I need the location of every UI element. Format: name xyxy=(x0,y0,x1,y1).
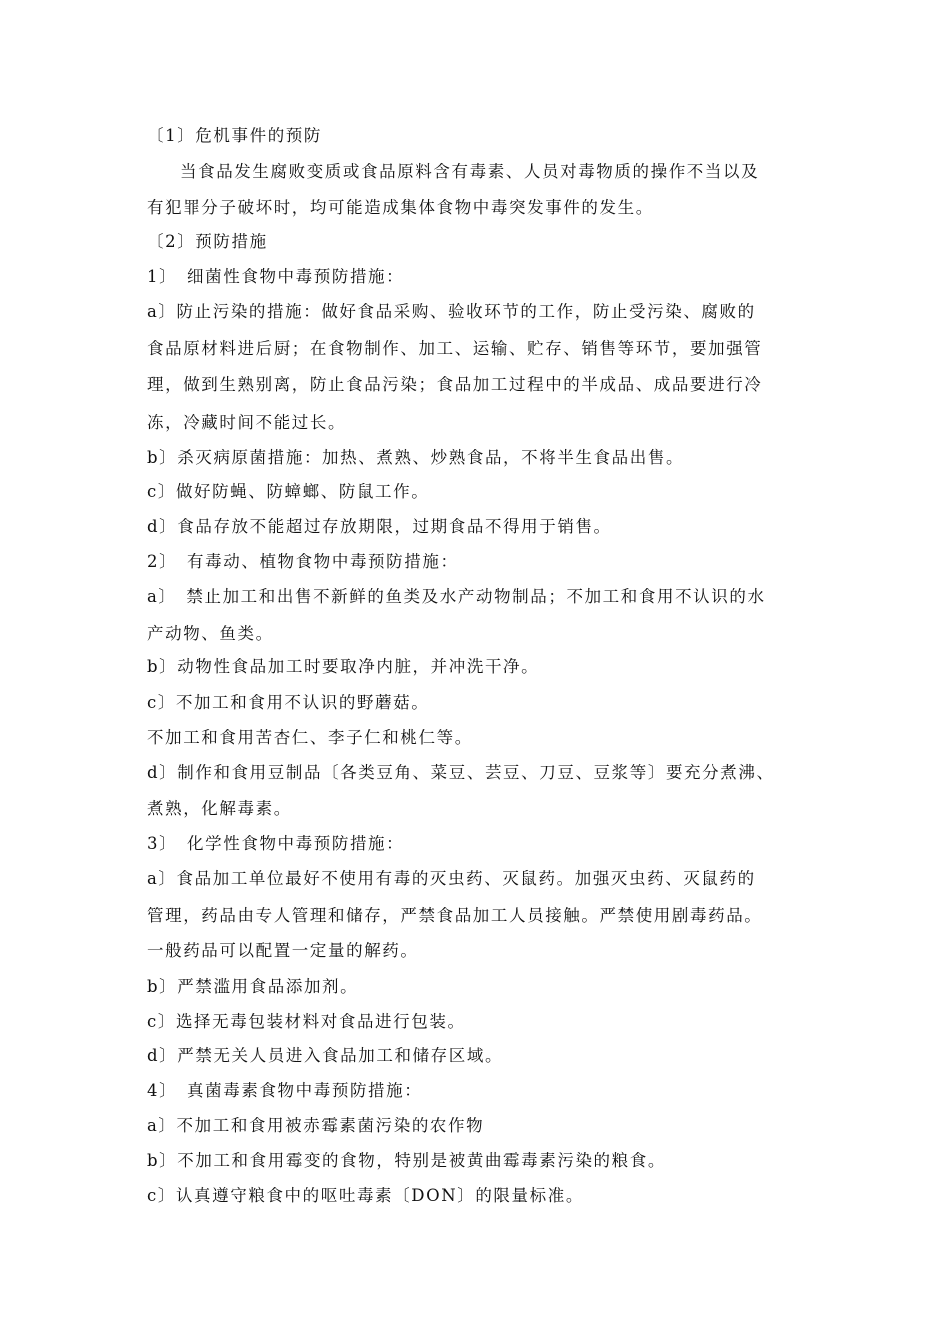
list-item-line: 管理，药品由专人管理和储存，严禁食品加工人员接触。严禁使用剧毒药品。 xyxy=(147,906,763,925)
list-item-line: a〕不加工和食用被赤霉素菌污染的农作物 xyxy=(147,1116,485,1135)
subsection-heading-mycotoxin: 4〕 真菌毒素食物中毒预防措施： xyxy=(147,1081,423,1100)
list-item-line: c〕选择无毒包装材料对食品进行包装。 xyxy=(147,1012,466,1031)
list-item-line: a〕 禁止加工和出售不新鲜的鱼类及水产动物制品；不加工和食用不认识的水 xyxy=(147,587,766,606)
list-item-line: 食品原材料进后厨；在食物制作、加工、运输、贮存、销售等环节，要加强管 xyxy=(147,339,763,358)
list-item-line: 煮熟，化解毒素。 xyxy=(147,799,292,818)
list-item-line: d〕食品存放不能超过存放期限，过期食品不得用于销售。 xyxy=(147,517,612,536)
list-item-line: c〕认真遵守粮食中的呕吐毒素〔DON〕的限量标准。 xyxy=(147,1186,584,1205)
list-item-line: b〕严禁滥用食品添加剂。 xyxy=(147,977,359,996)
subsection-heading-bacterial: 1〕 细菌性食物中毒预防措施： xyxy=(147,267,405,286)
list-item-line: b〕杀灭病原菌措施：加热、煮熟、炒熟食品，不将半生食品出售。 xyxy=(147,448,685,467)
list-item-line: a〕食品加工单位最好不使用有毒的灭虫药、灭鼠药。加强灭虫药、灭鼠药的 xyxy=(147,869,756,888)
list-item-line: d〕严禁无关人员进入食品加工和储存区域。 xyxy=(147,1046,504,1065)
list-item-line: c〕做好防蝇、防蟑螂、防鼠工作。 xyxy=(147,482,430,501)
paragraph-line: 当食品发生腐败变质或食品原料含有毒素、人员对毒物质的操作不当以及 xyxy=(180,162,760,181)
subsection-heading-chemical: 3〕 化学性食物中毒预防措施： xyxy=(147,834,405,853)
list-item-line: d〕制作和食用豆制品〔各类豆角、菜豆、芸豆、刀豆、豆浆等〕要充分煮沸、 xyxy=(147,763,775,782)
list-item-line: 产动物、鱼类。 xyxy=(147,624,274,643)
list-item-line: 不加工和食用苦杏仁、李子仁和桃仁等。 xyxy=(147,728,473,747)
section-heading-preventive-measures: 〔2〕预防措施 xyxy=(147,232,268,251)
list-item-line: b〕动物性食品加工时要取净内脏，并冲洗干净。 xyxy=(147,657,540,676)
list-item-line: c〕不加工和食用不认识的野蘑菇。 xyxy=(147,693,430,712)
section-heading-prevention-of-crisis-events: 〔1〕危机事件的预防 xyxy=(147,126,322,145)
subsection-heading-toxic-plants-animals: 2〕 有毒动、植物食物中毒预防措施： xyxy=(147,552,459,571)
list-item-line: 冻，冷藏时间不能过长。 xyxy=(147,413,347,432)
paragraph-line: 有犯罪分子破坏时，均可能造成集体食物中毒突发事件的发生。 xyxy=(147,198,654,217)
list-item-line: 一般药品可以配置一定量的解药。 xyxy=(147,941,419,960)
list-item-line: 理，做到生熟别离，防止食品污染；食品加工过程中的半成品、成品要进行冷 xyxy=(147,375,763,394)
list-item-line: b〕不加工和食用霉变的食物，特别是被黄曲霉毒素污染的粮食。 xyxy=(147,1151,666,1170)
list-item-line: a〕防止污染的措施：做好食品采购、验收环节的工作，防止受污染、腐败的 xyxy=(147,302,756,321)
